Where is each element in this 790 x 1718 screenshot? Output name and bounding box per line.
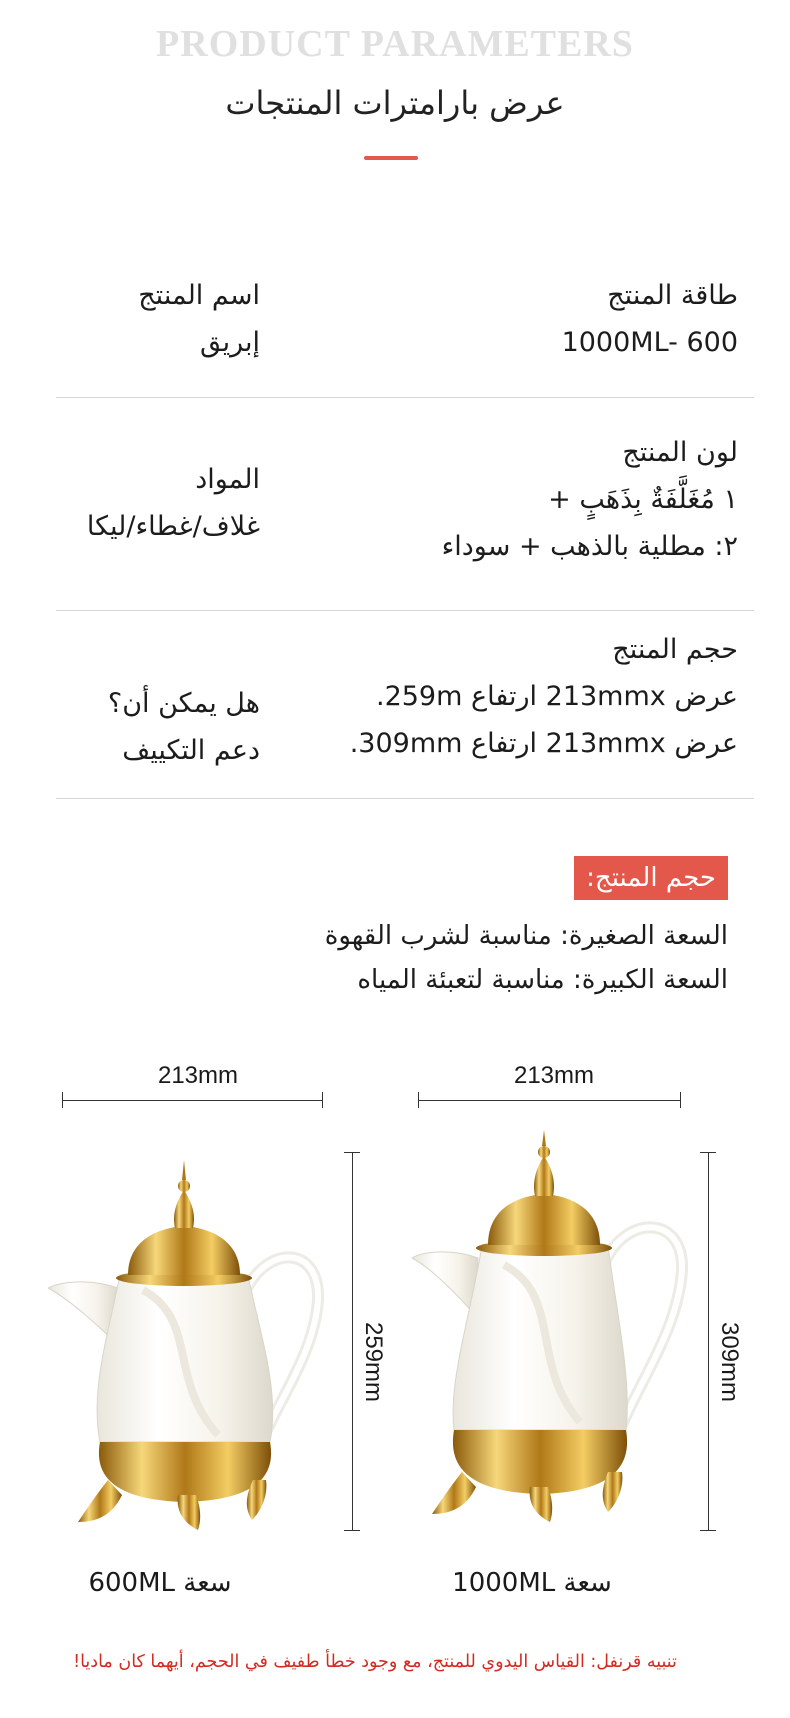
param-size-value-1: عرض 213mmx ارتفاع 259m. xyxy=(375,681,738,712)
row-divider xyxy=(56,798,754,799)
large-pot-illustration xyxy=(412,1130,692,1530)
small-pot-caption: سعة 600ML xyxy=(88,1568,232,1598)
param-name xyxy=(138,272,260,366)
param-customization-label-2: دعم التكييف xyxy=(122,735,260,766)
large-pot-caption: سعة 1000ML xyxy=(452,1568,612,1598)
param-name-value: إبريق xyxy=(200,327,260,358)
param-material-value: غلاف/غطاء/ليكا xyxy=(86,511,260,542)
param-material xyxy=(87,456,260,550)
param-color-value-1: ١ مُغَلَّفَةٌ بِذَهَبٍ + xyxy=(548,484,738,515)
dim-tick xyxy=(700,1530,716,1531)
dim-tick xyxy=(344,1152,360,1153)
param-size-label: حجم المنتج xyxy=(612,634,738,665)
large-capacity-description: السعة الكبيرة: مناسبة لتعبئة المياه xyxy=(357,965,728,995)
large-width-label: 213mm xyxy=(513,1062,595,1089)
param-material-label: المواد xyxy=(195,464,260,495)
small-height-line xyxy=(352,1152,353,1530)
title-accent-bar xyxy=(364,156,418,160)
section-title-arabic: عرض بارامترات المنتجات xyxy=(225,84,565,122)
small-pot-illustration xyxy=(48,1150,328,1530)
section-title-english: PRODUCT PARAMETERS xyxy=(156,23,634,65)
param-color xyxy=(442,429,738,570)
param-capacity-label: طاقة المنتج xyxy=(607,280,738,311)
param-name-label: اسم المنتج xyxy=(138,280,260,311)
dim-tick xyxy=(680,1092,681,1108)
param-color-label: لون المنتج xyxy=(622,437,738,468)
dim-tick xyxy=(62,1092,63,1108)
param-capacity-value: 1000ML- 600 xyxy=(561,327,738,358)
large-height-line xyxy=(708,1152,709,1530)
dim-tick xyxy=(418,1092,419,1108)
small-capacity-description: السعة الصغيرة: مناسبة لشرب القهوة xyxy=(324,921,728,951)
param-customization-label-1: هل يمكن أن؟ xyxy=(107,688,260,719)
dim-tick xyxy=(700,1152,716,1153)
small-width-label: 213mm xyxy=(157,1062,239,1089)
param-customization xyxy=(108,680,260,774)
param-color-value-2: ٢: مطلية بالذهب + سوداء xyxy=(441,531,738,562)
measurement-warning: تنبيه قرنفل: القياس اليدوي للمنتج، مع وجود خطأ طفيف في الحجم، أيهما كان ماديا! xyxy=(73,1652,677,1672)
param-capacity xyxy=(562,272,738,366)
dim-tick xyxy=(322,1092,323,1108)
size-section-badge: حجم المنتج: xyxy=(574,856,728,900)
large-width-line xyxy=(418,1100,680,1101)
large-height-label: 309mm xyxy=(716,1321,743,1403)
param-size xyxy=(350,626,738,767)
small-height-label: 259mm xyxy=(360,1321,387,1403)
row-divider xyxy=(56,397,754,398)
param-size-value-2: عرض 213mmx ارتفاع 309mm. xyxy=(349,728,738,759)
small-width-line xyxy=(62,1100,322,1101)
row-divider xyxy=(56,610,754,611)
dim-tick xyxy=(344,1530,360,1531)
